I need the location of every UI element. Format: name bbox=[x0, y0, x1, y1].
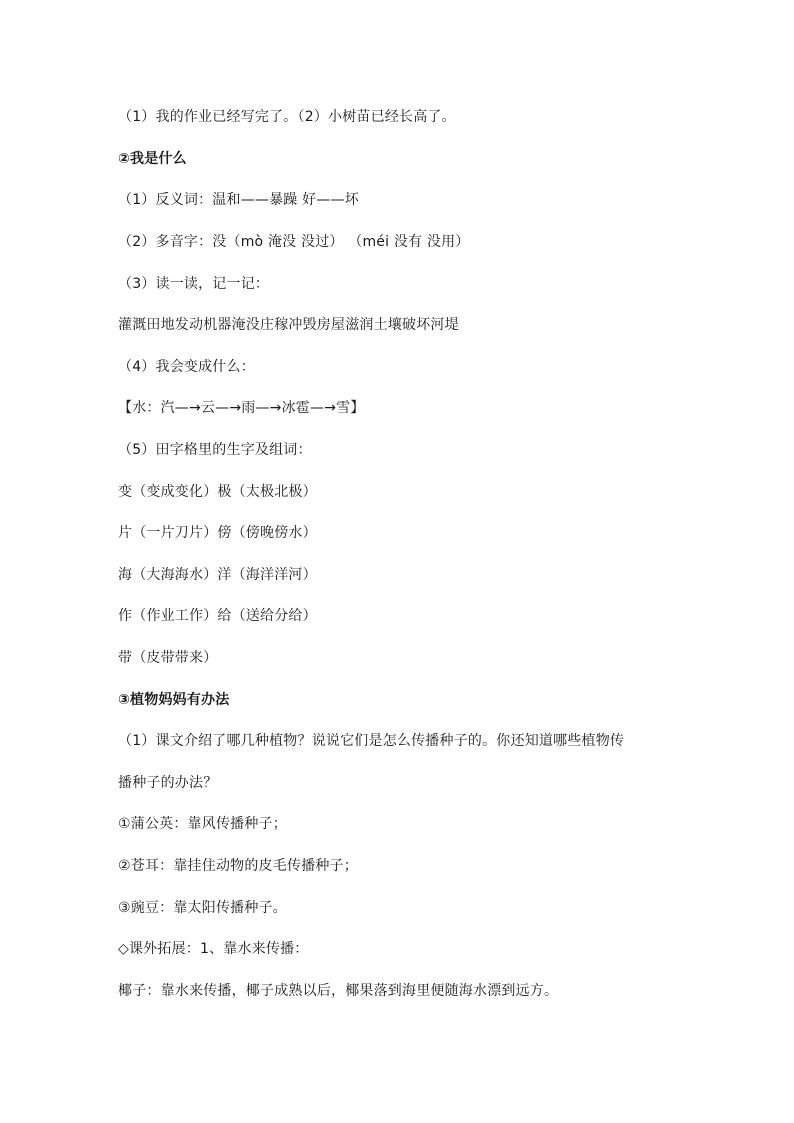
word-group-line-4: 作（作业工作）给（送给分给） bbox=[118, 608, 317, 624]
answer-dandelion: ①蒲公英：靠风传播种子； bbox=[118, 816, 287, 832]
coconut-line: 椰子：靠水来传播，椰子成熟以后，椰果落到海里便随海水漂到远方。 bbox=[118, 983, 559, 999]
antonyms-line: （1）反义词：温和——暴躁 好——坏 bbox=[118, 192, 359, 208]
lesson-heading-plant-mothers: ③植物妈妈有办法 bbox=[118, 692, 230, 708]
lesson-heading-what-am-i: ②我是什么 bbox=[118, 151, 187, 167]
read-remember-label: （3）读一读，记一记： bbox=[118, 276, 270, 292]
answer-pea: ③豌豆：靠太阳传播种子。 bbox=[118, 900, 287, 916]
water-cycle-line: 【水：汽—→云—→雨—→冰雹—→雪】 bbox=[118, 400, 365, 416]
transform-question-line: （4）我会变成什么： bbox=[118, 359, 255, 375]
word-group-line-3: 海（大海海水）洋（海洋洋河） bbox=[118, 567, 317, 583]
question-line-2: 播种子的办法？ bbox=[118, 775, 218, 791]
extension-heading: ◇课外拓展：1、靠水来传播： bbox=[118, 941, 309, 957]
grid-characters-label: （5）田字格里的生字及组词： bbox=[118, 442, 312, 458]
word-group-line-1: 变（变成变化）极（太极北极） bbox=[118, 484, 317, 500]
polyphone-line: （2）多音字：没（mò 淹没 没过） （méi 没有 没用） bbox=[118, 234, 470, 250]
word-group-line-5: 带（皮带带来） bbox=[118, 650, 218, 666]
answer-line-sentences: （1）我的作业已经写完了。（2）小树苗已经长高了。 bbox=[118, 109, 456, 125]
answer-cocklebur: ②苍耳：靠挂住动物的皮毛传播种子； bbox=[118, 858, 358, 874]
question-line-1: （1）课文介绍了哪几种植物？说说它们是怎么传播种子的。你还知道哪些植物传 bbox=[118, 733, 625, 749]
word-group-line-2: 片（一片刀片）傍（傍晚傍水） bbox=[118, 525, 317, 541]
phrase-list-line: 灌溉田地发动机器淹没庄稼冲毁房屋滋润土壤破坏河堤 bbox=[118, 317, 459, 333]
